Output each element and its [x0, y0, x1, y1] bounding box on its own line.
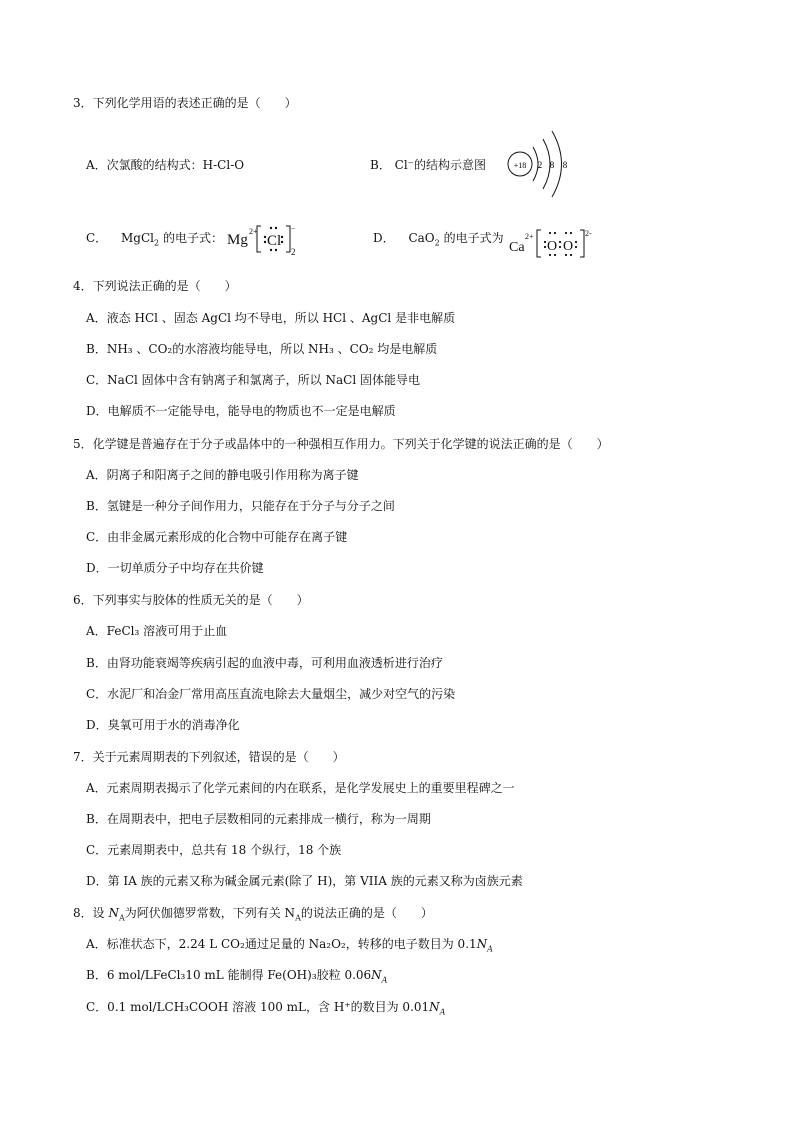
q7-option-d: D．第 IA 族的元素又称为碱金属元素(除了 H)，第 VIIA 族的元素又称为卤族元素	[86, 874, 523, 888]
shell-2-electrons: 8	[549, 160, 555, 170]
na-subscript: A	[118, 913, 125, 923]
q7-stem: 7．关于元素周期表的下列叙述，错误的是（ ）	[73, 750, 345, 764]
svg-text:2+: 2+	[249, 227, 258, 236]
q3-option-d-label: D．	[373, 231, 395, 245]
svg-text:2-: 2-	[585, 229, 592, 238]
na-subscript: A	[381, 975, 388, 985]
q8-stem	[73, 905, 433, 921]
chloride-ion-structure-diagram	[503, 125, 583, 203]
q5-option-d: D．一切单质分子中均存在共价键	[86, 561, 264, 575]
shell-3-electrons: 8	[562, 160, 568, 170]
q4-option-b: B．NH₃ 、CO₂的水溶液均能导电，所以 NH₃ 、CO₂ 均是电解质	[86, 342, 438, 356]
na-symbol: N	[429, 1000, 440, 1014]
q3-option-b-text: Cl⁻的结构示意图	[394, 158, 487, 172]
q6-option-d: D．臭氧可用于水的消毒净化	[86, 718, 240, 732]
svg-text:O: O	[547, 239, 558, 254]
q3-option-c-text: 的电子式：	[162, 231, 223, 245]
q4-option-d: D．电解质不一定能导电，能导电的物质也不一定是电解质	[86, 404, 396, 418]
q4-stem: 4．下列说法正确的是（ ）	[73, 279, 237, 293]
na-symbol: N	[476, 937, 488, 951]
q6-option-c: C．水泥厂和冶金厂常用高压直流电除去大量烟尘，减少对空气的污染	[86, 687, 456, 701]
shell-1-electrons: 2	[537, 160, 543, 170]
q6-stem: 6．下列事实与胶体的性质无关的是（ ）	[73, 593, 309, 607]
q7-option-b: B．在周期表中，把电子层数相同的元素排成一横行，称为一周期	[86, 812, 431, 826]
q8-stem-mid: 为阿伏伽德罗常数，下列有关 N	[124, 906, 296, 920]
q8-option-a-text: A．标准状态下，2.24 L CO₂通过足量的 Na₂O₂，转移的电子数目为 0.1	[86, 937, 477, 951]
q5-stem: 5．化学键是普遍存在于分子或晶体中的一种强相互作用力。下列关于化学键的说法正确的是（ ）	[73, 437, 609, 451]
svg-text:Ca: Ca	[509, 240, 525, 255]
q7-option-a: A．元素周期表揭示了化学元素间的内在联系，是化学发展史上的重要里程碑之一	[86, 781, 515, 795]
q5-option-b: B．氢键是一种分子间作用力，只能存在于分子与分子之间	[86, 499, 395, 513]
mgcl2-formula: MgCl$_2$	[121, 231, 160, 248]
q6-option-a: A．FeCl₃ 溶液可用于止血	[86, 624, 228, 638]
q8-option-b-text: B．6 mol/LFeCl₃10 mL 能制得 Fe(OH)₃胶粒 0.06	[86, 968, 372, 982]
q5-option-a: A．阴离子和阳离子之间的静电吸引作用称为离子键	[86, 468, 359, 482]
q8-option-a	[86, 936, 493, 952]
nucleus-charge: +18	[513, 161, 527, 170]
q3-option-c-label: C．	[86, 231, 108, 245]
q8-stem-pre: 8．设	[73, 906, 109, 920]
q4-option-a: A．液态 HCl 、固态 AgCl 均不导电，所以 HCl 、AgCl 是非电解质	[86, 311, 456, 325]
na-symbol: N	[371, 968, 382, 982]
na-subscript: A	[487, 944, 493, 954]
q8-option-c	[86, 999, 445, 1015]
q3-option-b-label: B．	[370, 158, 391, 172]
q8-option-c-text: C．0.1 mol/LCH₃COOH 溶液 100 mL，含 H⁺的数目为 0.01	[86, 1000, 430, 1014]
q6-option-b: B．由肾功能衰竭等疾病引起的血液中毒，可利用血液透析进行治疗	[86, 656, 443, 670]
q3-option-b	[370, 157, 486, 173]
na-subscript: A	[439, 1007, 446, 1017]
q3-option-d	[373, 230, 504, 246]
q8-stem-post: 的说法正确的是（ ）	[300, 906, 433, 920]
cao2-formula: CaO$_2$	[408, 231, 440, 248]
cao2-electron-formula	[508, 226, 600, 260]
q8-option-b	[86, 967, 387, 983]
q7-option-c: C．元素周期表中，总共有 18 个纵行，18 个族	[86, 843, 342, 857]
q3-option-a: A．次氯酸的结构式：H-Cl-O	[86, 158, 245, 172]
q3-option-d-text: 的电子式为	[443, 231, 504, 245]
q5-option-c: C．由非金属元素形成的化合物中可能存在离子键	[86, 530, 348, 544]
svg-text:Mg: Mg	[227, 232, 248, 248]
svg-text:Cl: Cl	[267, 233, 282, 249]
q4-option-c: C．NaCl 固体中含有钠离子和氯离子，所以 NaCl 固体能导电	[86, 373, 420, 387]
svg-text:−: −	[291, 224, 296, 233]
q3-option-c	[86, 230, 223, 246]
na-subscript-2: A	[295, 913, 301, 923]
q3-stem: 3．下列化学用语的表述正确的是（ ）	[73, 96, 297, 110]
svg-text:2+: 2+	[525, 232, 534, 241]
mgcl2-electron-formula	[226, 222, 298, 256]
na-symbol: N	[108, 906, 119, 920]
svg-text:2: 2	[291, 247, 296, 256]
svg-text:O: O	[563, 239, 574, 254]
